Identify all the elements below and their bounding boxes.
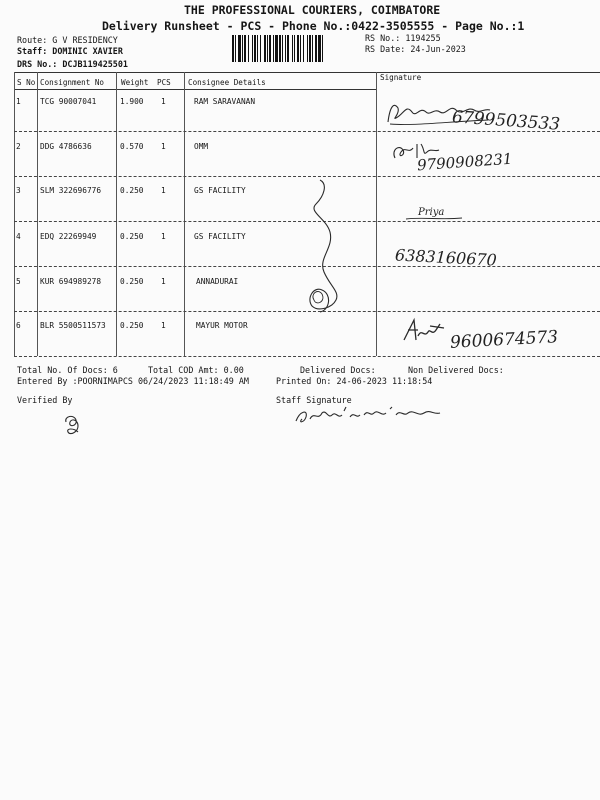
- row-consignment: TCG 90007041: [40, 97, 97, 106]
- row-sno: 2: [16, 142, 21, 151]
- runsheet-title: Delivery Runsheet - PCS - Phone No.:0422-3505555 - Page No.:1: [102, 19, 525, 33]
- barcode-bar: [248, 35, 249, 62]
- signature-underline-3: [404, 214, 464, 224]
- col-divider: [376, 72, 377, 356]
- header-pcs: PCS: [157, 78, 171, 87]
- barcode-bar: [292, 35, 293, 62]
- header-signature: Signature: [380, 73, 422, 82]
- entered-by: Entered By :POORNIMAPCS 06/24/2023 11:18:49 AM: [17, 376, 249, 386]
- barcode-bar: [254, 35, 256, 62]
- barcode-bar: [315, 35, 317, 62]
- row-sno: 3: [16, 186, 21, 195]
- header-sno: S No: [17, 78, 36, 87]
- barcode-bar: [309, 35, 311, 62]
- row-sno: 4: [16, 232, 21, 241]
- barcode-bar: [275, 35, 278, 62]
- staff-info: Staff: DOMINIC XAVIER: [17, 46, 123, 56]
- row-weight: 0.250: [120, 277, 144, 286]
- barcode: [232, 35, 358, 62]
- staff-signature-label: Staff Signature: [276, 395, 352, 405]
- row-consignment: BLR 5500511573: [40, 321, 106, 330]
- barcode-bar: [252, 35, 253, 62]
- barcode-bar: [235, 35, 236, 62]
- col-divider: [37, 72, 38, 356]
- route-info: Route: G V RESIDENCY: [17, 35, 118, 45]
- col-divider: [116, 72, 117, 356]
- row-weight: 0.250: [120, 321, 144, 330]
- table-header-border: [14, 89, 376, 90]
- row-consignment: DDG 4786636: [40, 142, 92, 151]
- handwritten-name-3: Priya: [418, 207, 445, 218]
- drs-number: DRS No.: DCJB119425501: [17, 59, 128, 69]
- table-bottom-border: [14, 356, 600, 357]
- barcode-bar: [269, 35, 271, 62]
- handwritten-phone-2: 9790908231: [416, 149, 513, 175]
- barcode-bar: [285, 35, 286, 62]
- barcode-bar: [287, 35, 289, 62]
- row-pcs: 1: [161, 142, 166, 151]
- signature-rows-3-5: [300, 176, 352, 318]
- printed-on: Printed On: 24-06-2023 11:18:54: [276, 376, 433, 386]
- company-title: THE PROFESSIONAL COURIERS, COIMBATORE: [184, 3, 441, 17]
- total-docs: Total No. Of Docs: 6: [17, 365, 118, 375]
- row-sno: 5: [16, 277, 21, 286]
- row-pcs: 1: [161, 97, 166, 106]
- barcode-bar: [242, 35, 243, 62]
- handwritten-phone-4: 6383160670: [394, 245, 498, 270]
- barcode-bar: [232, 35, 234, 62]
- barcode-bar: [300, 35, 301, 62]
- non-delivered-docs: Non Delivered Docs:: [408, 365, 504, 375]
- row-consignee: RAM SARAVANAN: [194, 97, 256, 106]
- row-consignee: GS FACILITY: [194, 186, 246, 195]
- table-left-border: [14, 72, 15, 356]
- barcode-bar: [297, 35, 299, 62]
- barcode-bar: [322, 35, 323, 62]
- header-consignee: Consignee Details: [188, 78, 266, 87]
- barcode-bar: [282, 35, 283, 62]
- row-pcs: 1: [161, 277, 166, 286]
- barcode-bar: [244, 35, 246, 62]
- barcode-bar: [238, 35, 241, 62]
- header-consignment: Consignment No: [40, 78, 105, 87]
- barcode-bar: [318, 35, 321, 62]
- table-top-border: [14, 72, 600, 73]
- delivered-docs: Delivered Docs:: [300, 365, 376, 375]
- row-pcs: 1: [161, 232, 166, 241]
- barcode-bar: [260, 35, 261, 62]
- row-pcs: 1: [161, 321, 166, 330]
- barcode-bar: [312, 35, 313, 62]
- barcode-bar: [267, 35, 268, 62]
- header-weight: Weight: [121, 78, 149, 87]
- barcode-bar: [303, 35, 304, 62]
- row-weight: 0.250: [120, 232, 144, 241]
- col-divider: [184, 72, 185, 356]
- verifier-signature: [60, 412, 88, 440]
- barcode-bar: [294, 35, 295, 62]
- row-consignee: ANNADURAI: [196, 277, 239, 286]
- row-pcs: 1: [161, 186, 166, 195]
- handwritten-phone-6: 9600674573: [449, 327, 559, 353]
- row-sno: 1: [16, 97, 21, 106]
- barcode-bar: [264, 35, 266, 62]
- handwritten-phone-1: 6799503533: [451, 107, 561, 135]
- barcode-bar: [257, 35, 258, 62]
- row-consignment: KUR 694989278: [40, 277, 102, 286]
- barcode-bar: [279, 35, 281, 62]
- rs-date: RS Date: 24-Jun-2023: [365, 44, 466, 54]
- row-consignee: MAYUR MOTOR: [196, 321, 248, 330]
- row-consignment: EDQ 22269949: [40, 232, 97, 241]
- row-consignment: SLM 322696776: [40, 186, 102, 195]
- barcode-bar: [273, 35, 274, 62]
- row-weight: 0.250: [120, 186, 144, 195]
- row-consignee: OMM: [194, 142, 209, 151]
- row-sno: 6: [16, 321, 21, 330]
- signature-row-6: [400, 316, 448, 342]
- row-weight: 0.570: [120, 142, 144, 151]
- total-cod: Total COD Amt: 0.00: [148, 365, 244, 375]
- staff-signature: [292, 403, 444, 429]
- row-consignee: GS FACILITY: [194, 232, 246, 241]
- barcode-bar: [307, 35, 308, 62]
- row-weight: 1.900: [120, 97, 144, 106]
- rs-number: RS No.: 1194255: [365, 33, 441, 43]
- verified-by-label: Verified By: [17, 395, 73, 405]
